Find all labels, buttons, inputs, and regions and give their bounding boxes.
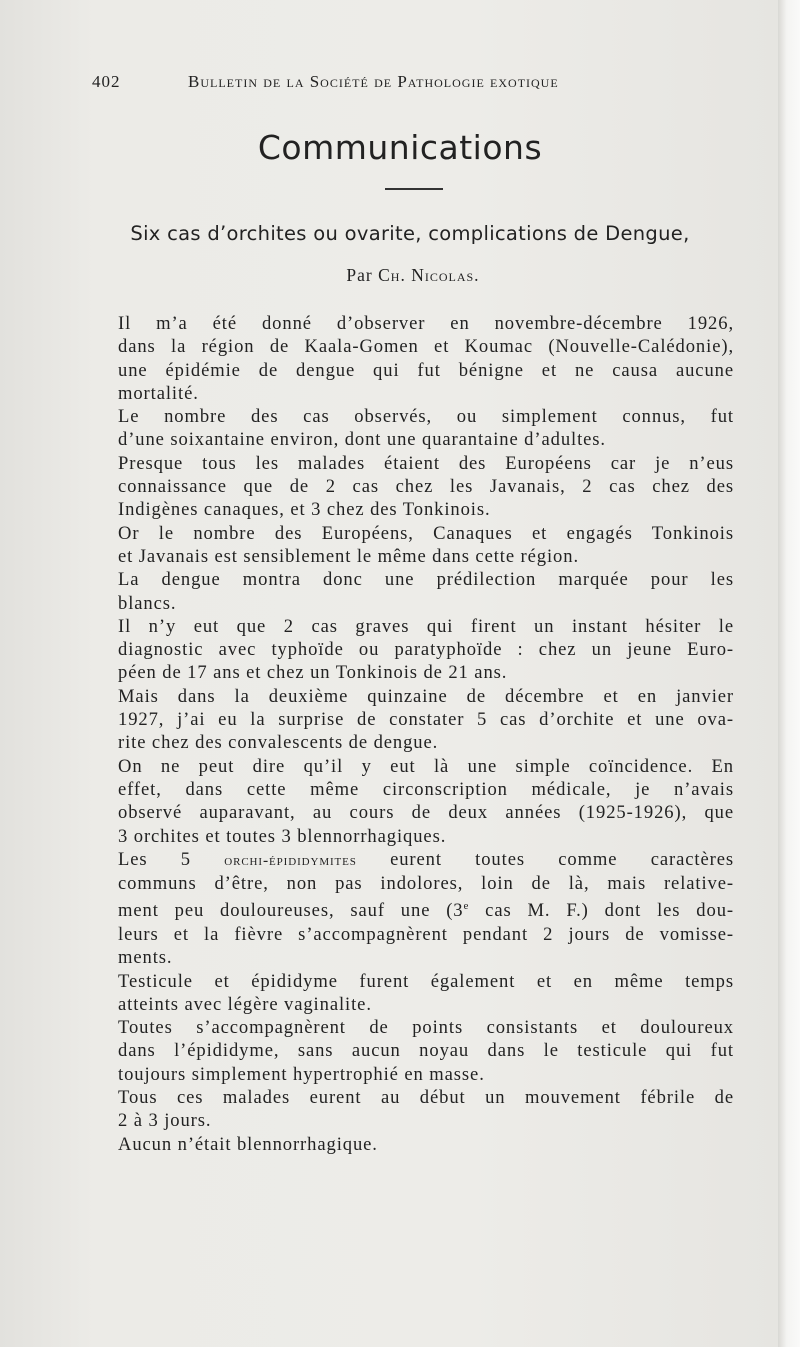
text-line: leurs et la fièvre s’accompagnèrent pendant 2 jours de vomisse- xyxy=(118,923,734,945)
text-line: Il n’y eut que 2 cas graves qui firent un instant hésiter le xyxy=(118,615,734,637)
title-rule xyxy=(385,188,443,190)
text-fragment: Les 5 xyxy=(118,848,225,870)
text-line: Tous ces malades eurent au début un mouvement fébrile de xyxy=(118,1086,734,1108)
text-line: atteints avec légère vaginalite. xyxy=(118,993,372,1015)
text-line: 1927, j’ai eu la surprise de constater 5 cas d’orchite et une ova- xyxy=(118,709,734,731)
author-name: Ch. Nicolas. xyxy=(378,265,480,285)
text-line: rite chez des convalescents de dengue. xyxy=(118,732,439,754)
text-line: et Javanais est sensiblement le même dans cette région. xyxy=(118,545,580,567)
text-line: La dengue montra donc une prédilection marquée pour les xyxy=(118,569,734,591)
text-line: observé auparavant, au cours de deux années (1925-1926), que xyxy=(118,802,734,824)
byline-prefix: Par xyxy=(346,265,373,285)
text-fragment: eurent toutes comme caractères xyxy=(356,848,734,870)
paragraph xyxy=(92,568,734,615)
text-line: Mais dans la deuxième quinzaine de décembre et en janvier xyxy=(118,685,734,707)
journal-title: Bulletin de la Société de Pathologie exotique xyxy=(188,72,559,91)
paragraph xyxy=(92,522,734,569)
text-line: Indigènes canaques, et 3 chez des Tonkinois. xyxy=(118,499,491,521)
text-line: diagnostic avec typhoïde ou paratyphoïde : chez un jeune Euro- xyxy=(118,639,734,661)
superscript: e xyxy=(463,900,470,913)
text-line: Le nombre des cas observés, ou simplement connus, fut xyxy=(118,406,734,428)
byline xyxy=(0,265,800,286)
text-line: 3 orchites et toutes 3 blennorrhagiques. xyxy=(118,825,447,847)
text-line: dans l’épididyme, sans aucun noyau dans le testicule qui fut xyxy=(118,1040,734,1062)
text-line xyxy=(92,848,734,872)
small-caps-term: orchi-épididymites xyxy=(224,851,357,869)
text-line xyxy=(92,895,734,922)
article-body xyxy=(92,312,734,1156)
paragraph xyxy=(92,452,734,522)
text-line: Or le nombre des Européens, Canaques et engagés Tonkinois xyxy=(118,522,734,544)
text-fragment: ment peu douloureuses, sauf une (3 xyxy=(118,900,464,922)
paragraph xyxy=(92,685,734,755)
paragraph xyxy=(92,970,734,1017)
paragraph xyxy=(92,1086,734,1133)
text-line: dans la région de Kaala-Gomen et Koumac (Nouvelle-Calédonie), xyxy=(118,336,734,358)
text-line: mortalité. xyxy=(118,382,199,404)
paragraph xyxy=(92,1016,734,1086)
running-head xyxy=(92,72,652,92)
text-line: une épidémie de dengue qui fut bénigne et ne causa aucune xyxy=(118,359,734,381)
text-line: blancs. xyxy=(118,592,177,614)
page-number: 402 xyxy=(92,72,121,91)
text-line: communs d’être, non pas indolores, loin de là, mais relative- xyxy=(118,873,734,895)
text-line: On ne peut dire qu’il y eut là une simple coïncidence. En xyxy=(118,755,734,777)
text-line: Aucun n’était blennorrhagique. xyxy=(118,1133,378,1155)
text-line: d’une soixantaine environ, dont une quarantaine d’adultes. xyxy=(118,429,606,451)
text-line: connaissance que de 2 cas chez les Javanais, 2 cas chez des xyxy=(118,476,734,498)
paragraph xyxy=(92,615,734,685)
paragraph xyxy=(92,848,734,970)
page-edge xyxy=(778,0,800,1347)
text-line: Toutes s’accompagnèrent de points consistants et douloureux xyxy=(118,1017,734,1039)
paragraph xyxy=(92,755,734,848)
article-title: Six cas d’orchites ou ovarite, complications de Dengue, xyxy=(130,222,690,245)
text-line: ments. xyxy=(118,947,173,969)
section-title: Communications xyxy=(257,128,543,167)
paragraph xyxy=(92,312,734,405)
text-line: Presque tous les malades étaient des Européens car je n’eus xyxy=(118,452,734,474)
text-line: toujours simplement hypertrophié en masse. xyxy=(118,1063,485,1085)
paragraph xyxy=(92,405,734,452)
text-line: péen de 17 ans et chez un Tonkinois de 21 ans. xyxy=(118,662,508,684)
text-line: effet, dans cette même circonscription médicale, je n’avais xyxy=(118,778,734,800)
paragraph xyxy=(92,1133,734,1156)
text-line: Il m’a été donné d’observer en novembre-décembre 1926, xyxy=(118,313,734,334)
text-fragment: cas M. F.) dont les dou- xyxy=(469,900,734,922)
text-line: Testicule et épididyme furent également et en même temps xyxy=(118,970,734,992)
text-line: 2 à 3 jours. xyxy=(118,1110,212,1132)
